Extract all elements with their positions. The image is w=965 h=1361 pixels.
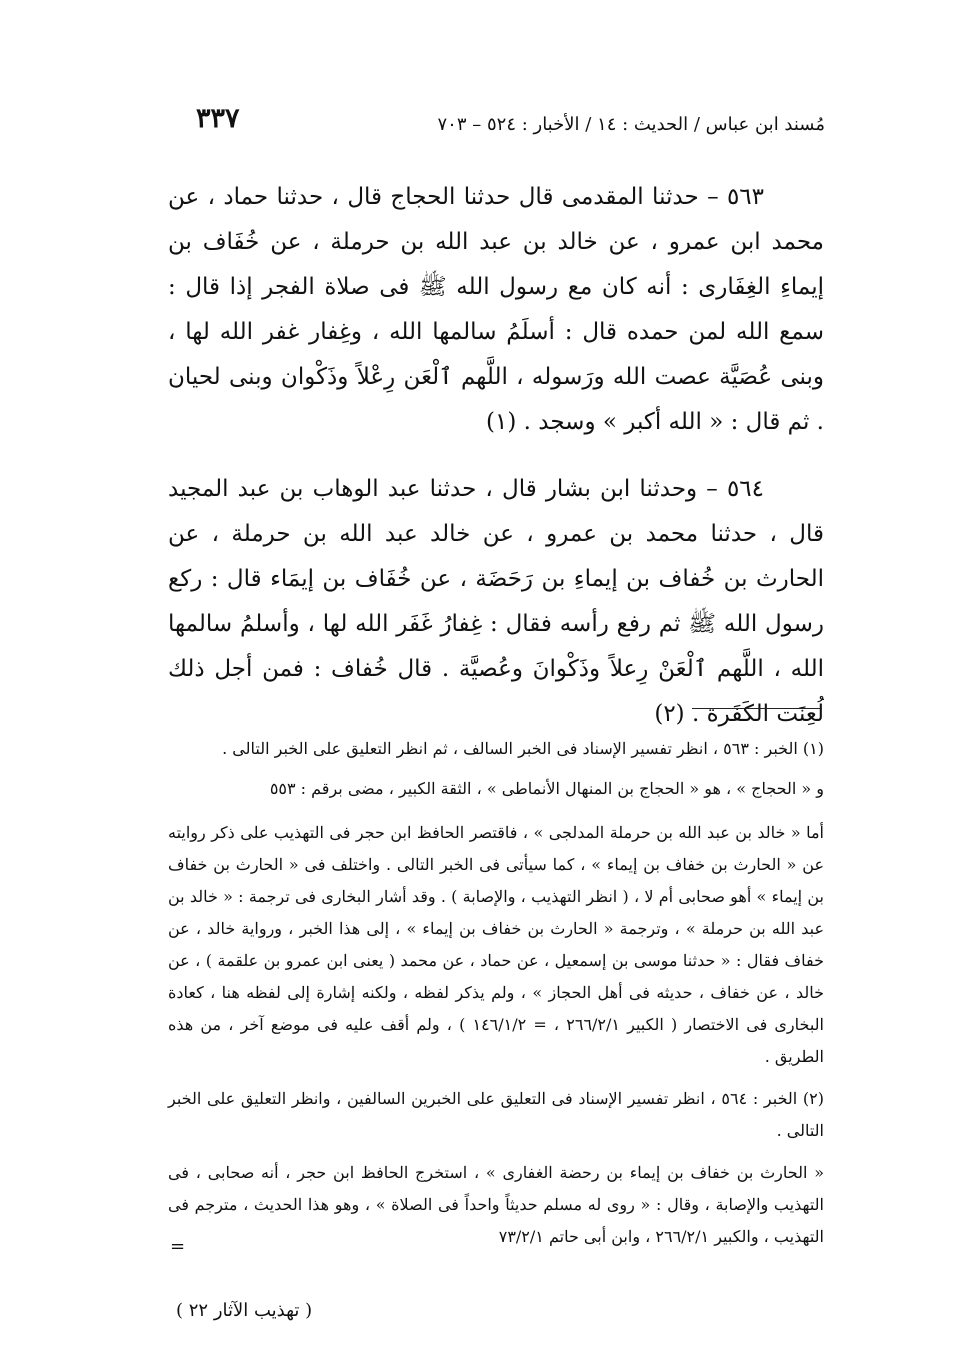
- footnote-separator: [692, 708, 822, 709]
- footnote-1-line-1: (١) الخبر : ٥٦٣ ، انظر تفسير الإسناد فى الخبر السالف ، ثم انظر التعليق على الخبر التالى .: [222, 739, 824, 758]
- hadith-564: ٥٦٤ – وحدثنا ابن بشار قال ، حدثنا عبد الوهاب بن عبد المجيد قال ، حدثنا محمد بن عمرو ، عن خالد عبد الله بن حرملة ، عن الحارث بن خُفاف بن إيماءِ بن رَحَضَة ، عن خُفَاف بن إيمَاء قال : ركع رسول الله ﷺ ثم رفع رأسه فقال : غِفارُ غَفَر الله لها ، وأسلمُ سالمها الله ، اللَّهم ٱلْعَنْ رِعلاً وذَكْوانَ وعُصيَّة . قال خُفاف : فمن أجل ذلك لُعِنَت الكَفَرة . (٢): [168, 476, 824, 727]
- continuation-mark: =: [170, 1236, 186, 1257]
- running-title: مُسند ابن عباس / الحديث : ١٤ / الأخبار : ٥٢٤ – ٧٠٣: [437, 114, 825, 135]
- main-text: [168, 175, 824, 737]
- footnote-1-line-2: و « الحجاج » ، هو « الحجاج بن المنهال الأنماطى » ، الثقة الكبير ، مضى برقم : ٥٥٣: [269, 779, 824, 798]
- hadith-563: ٥٦٣ – حدثنا المقدمى قال حدثنا الحجاج قال ، حدثنا حماد ، عن محمد ابن عمرو ، عن خالد بن عبد الله بن حرملة ، عن خُفَاف بن إيماءِ الغِفَارى : أنه كان مع رسول الله ﷺ فى صلاة الفجر إذا قال : سمع الله لمن حمده قال : أسلَمُ سالمها الله ، وغِفار غفر الله لها ، وبنى عُصَيَّة عصت الله ورَسوله ، اللَّهم ٱلْعَن رِعْلاً وذَكْوان وبنى لحيان . ثم قال : « الله أكبر » وسجد . (١): [168, 184, 824, 435]
- footnote-2: (٢) الخبر : ٥٦٤ ، انظر تفسير الإسناد فى التعليق على الخبرين السالفين ، وانظر التعليق على الخبر التالى .: [168, 1089, 824, 1140]
- footnote-1-paragraph: أما « خالد بن عبد الله بن حرملة المدلجى » ، فاقتصر الحافظ ابن حجر فى التهذيب على ذكر روايته عن « الحارث بن خفاف بن إيماء » ، كما سيأتى فى الخبر التالى . واختلف فى « الحارث بن خفاف بن إيماء » أهو صحابى أم لا ، ( انظر التهذيب ، والإصابة ) . وقد أشار البخارى فى ترجمة : « خالد بن عبد الله بن حرملة » ، وترجمة « الحارث بن خفاف بن إيماء » ، إلى هذا الخبر ، ورواية خالد ، عن خفاف فقال : « حدثنا موسى بن إسمعيل ، عن حماد ، عن محمد ( يعنى ابن عمرو بن علقمة ) ، عن خالد ، عن خفاف ، حديثه فى أهل الحجاز » ، ولم يذكر لفظه ، ولكنه إشارة إلى لفظه هنا ، كعادة البخارى فى الاختصار ( الكبير ٢٦٦/٢/١ ، = ١٤٦/١/٢ ) ، ولم أقف عليه فى موضع آخر ، من هذه الطريق .: [168, 823, 824, 1066]
- footnotes: [168, 733, 824, 1253]
- footnote-2-paragraph: « الحارث بن خفاف بن إيماء بن رحضة الغفارى » ، استخرج الحافظ ابن حجر ، أنه صحابى ، فى التهذيب والإصابة ، وقال : « روى له مسلم حديثاً واحداً فى الصلاة » ، وهو هذا الحديث ، مترجم فى التهذيب ، والكبير ٢٦٦/٢/١ ، وابن أبى حاتم ٧٣/٢/١: [168, 1163, 824, 1246]
- printer-signature: ( تهذيب الآثار ٢٢ ): [176, 1300, 313, 1321]
- page-number: ٣٣٧: [196, 103, 240, 134]
